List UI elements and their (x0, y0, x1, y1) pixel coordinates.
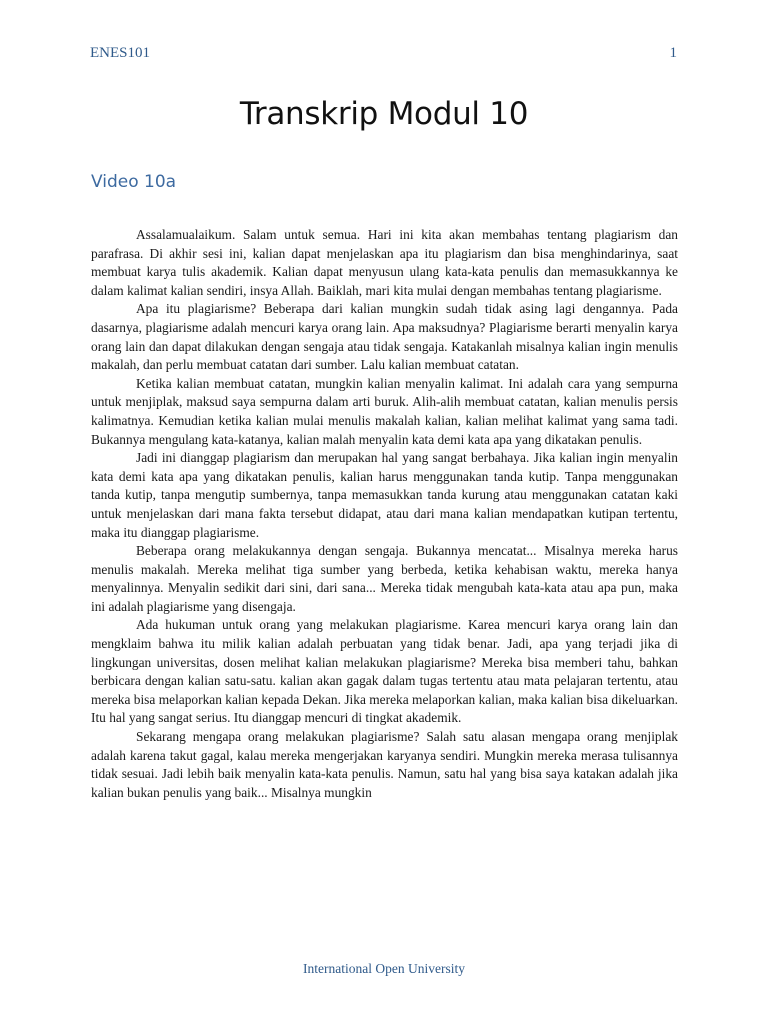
paragraph: Ketika kalian membuat catatan, mungkin kalian menyalin kalimat. Ini adalah cara yang sempurna untuk menjiplak, maksud saya sempurna dalam arti buruk. Alih-alih membuat catatan, kalian menulis persis kalimatnya. Kemudian ketika kalian mulai menulis makalah kalian, kalian melihat kalimat yang sama tadi. Bukannya mengulang kata-katanya, kalian malah menyalin kata demi kata apa yang dikatakan penulis. (91, 375, 678, 447)
paragraph: Jadi ini dianggap plagiarism dan merupakan hal yang sangat berbahaya. Jika kalian ingin menyalin kata demi kata apa yang dikatakan penulis, kalian harus menggunakan tanda kutip. Tanpa menggunakan tanda kutip, tanpa mengutip sumbernya, tanpa memasukkan tanda kurung atau menggunakan catatan kaki untuk menjelaskan dari mana fakta tersebut didapat, atau dari mana kalian mendapatkan kutipan tertentu, maka itu dianggap plagiarisme. (91, 450, 678, 540)
paragraph: Beberapa orang melakukannya dengan sengaja. Bukannya mencatat... Misalnya mereka harus menulis makalah. Mereka melihat tiga sumber yang berbeda, ketika kehabisan waktu, mereka hanya menyalinnya. Menyalin sedikit dari sini, dari sana... Mereka tidak mengubah kata-kata atau apa pun, maka ini adalah plagiarisme yang disengaja. (91, 543, 678, 614)
transcript-body (91, 226, 678, 802)
paragraph: Sekarang mengapa orang melakukan plagiarisme? Salah satu alasan mengapa orang menjiplak adalah karena takut gagal, kalau mereka mengerjakan karyanya sendiri. Mungkin mereka merasa tulisannya tidak sesuai. Jadi lebih baik menyalin kata-kata penulis. Namun, satu hal yang bisa saya katakan adalah jika kalian bukan penulis yang baik... Misalnya mungkin (91, 729, 678, 800)
paragraph: Assalamualaikum. Salam untuk semua. Hari ini kita akan membahas tentang plagiarism dan parafrasa. Di akhir sesi ini, kalian dapat menjelaskan apa itu plagiarism dan bisa menghindarinya, saat membuat karya tulis akademik. Kalian dapat menyusun ulang kata-kata penulis dan memasukkannya ke dalam kalimat kalian sendiri, insya Allah. Baiklah, mari kita mulai dengan membahas tentang plagiarisme. (91, 227, 678, 298)
paragraph: Ada hukuman untuk orang yang melakukan plagiarisme. Karea mencuri karya orang lain dan mengklaim bahwa itu milik kalian adalah perbuatan yang tidak benar. Jadi, apa yang terjadi jika di lingkungan universitas, dosen melihat kalian melakukan plagiarisme? Mereka bisa memberi tahu, bahkan berbicara dengan kalian satu-satu. kalian akan gagak dalam tugas tertentu atau mata pelajaran tertentu, atau mereka bisa melaporkan kalian kepada Dekan. Jika mereka melaporkan kalian, maka kalian bisa dikeluarkan. Itu hal yang sangat serius. Itu dianggap mencuri di tingkat akademik. (91, 617, 678, 726)
course-code: ENES101 (90, 45, 150, 61)
document-title: Transkrip Modul 10 (239, 96, 529, 132)
paragraph: Apa itu plagiarisme? Beberapa dari kalian mungkin sudah tidak asing lagi dengannya. Pada dasarnya, plagiarisme adalah mencuri karya orang lain. Apa maksudnya? Plagiarisme berarti menyalin karya orang lain dan dapat dilakukan dengan sengaja atau tidak sengaja. Katakanlah misalnya kalian ingin menulis makalah, dan perlu membuat catatan dari sumber. Lalu kalian membuat catatan. (91, 301, 678, 373)
page-number: 1 (669, 45, 677, 61)
footer-institution: International Open University (303, 961, 465, 976)
section-heading: Video 10a (91, 172, 177, 192)
